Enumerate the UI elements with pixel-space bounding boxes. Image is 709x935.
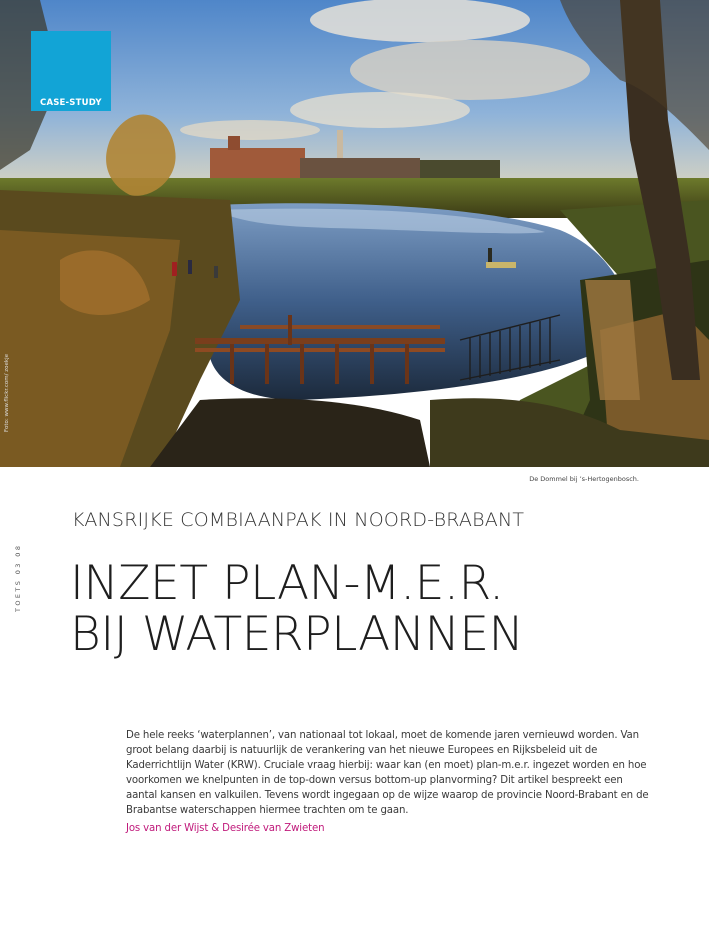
- photo-caption: De Dommel bij ’s-Hertogenbosch.: [529, 475, 639, 483]
- headline-line-2: BIJ WATERPLANNEN: [70, 607, 524, 662]
- article-headline: [70, 558, 523, 660]
- article-authors: Jos van der Wijst & Desirée van Zwieten: [126, 823, 325, 834]
- case-study-badge: [31, 31, 111, 111]
- photo-credit: Foto: www.flickr.com/ zoekje: [4, 354, 10, 432]
- article-kicker: KANSRIJKE COMBIAANPAK IN NOORD-BRABANT: [72, 509, 525, 531]
- magazine-issue-label: TOETS 03 08: [14, 543, 22, 612]
- article-intro: De hele reeks ‘waterplannen’, van nationaal tot lokaal, moet de komende jaren vernieuwd worden. Van groot belang daarbij is natuurlijk de verankering van het nieuwe Europees en Rijksbeleid uit de Kaderrichtlijn Water (KRW). Cruciale vraag hierbij: waar kan (en moet) plan-m.e.r. ingezet worden en hoe voorkomen we knelpunten in de top-down versus bottom-up planvorming? Dit artikel bespreekt een aantal kansen en valkuilen. Tevens wordt ingegaan op de wijze waarop de provincie Noord-Brabant en de Brabantse waterschappen hiermee trachten om te gaan.: [126, 730, 649, 816]
- headline-line-1: INZET PLAN-M.E.R.: [70, 556, 504, 611]
- case-study-label: CASE-STUDY: [40, 98, 102, 108]
